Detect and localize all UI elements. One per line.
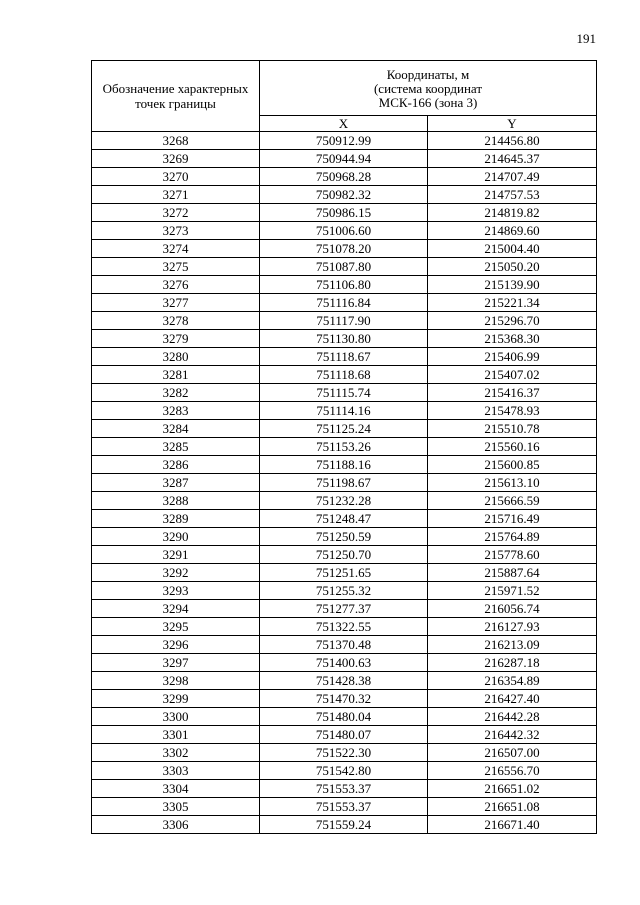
x-cell: 751251.65 bbox=[260, 564, 428, 582]
y-cell: 216427.40 bbox=[428, 690, 597, 708]
y-cell: 215050.20 bbox=[428, 258, 597, 276]
point-cell: 3282 bbox=[92, 384, 260, 402]
point-cell: 3290 bbox=[92, 528, 260, 546]
y-cell: 215416.37 bbox=[428, 384, 597, 402]
y-cell: 216287.18 bbox=[428, 654, 597, 672]
x-cell: 751277.37 bbox=[260, 600, 428, 618]
point-cell: 3277 bbox=[92, 294, 260, 312]
point-cell: 3280 bbox=[92, 348, 260, 366]
x-cell: 751118.68 bbox=[260, 366, 428, 384]
table-row bbox=[92, 798, 597, 816]
table-row bbox=[92, 654, 597, 672]
y-cell: 215666.59 bbox=[428, 492, 597, 510]
table-row bbox=[92, 276, 597, 294]
table-row bbox=[92, 132, 597, 150]
table-row bbox=[92, 366, 597, 384]
table-row bbox=[92, 600, 597, 618]
y-cell: 216671.40 bbox=[428, 816, 597, 834]
y-cell: 214819.82 bbox=[428, 204, 597, 222]
point-cell: 3283 bbox=[92, 402, 260, 420]
table-row bbox=[92, 492, 597, 510]
table-row bbox=[92, 564, 597, 582]
x-cell: 751542.80 bbox=[260, 762, 428, 780]
table-row bbox=[92, 528, 597, 546]
x-cell: 751117.90 bbox=[260, 312, 428, 330]
x-cell: 751522.30 bbox=[260, 744, 428, 762]
point-designation-header: Обозначение характерных точек границы bbox=[92, 61, 260, 132]
x-cell: 751250.70 bbox=[260, 546, 428, 564]
y-cell: 215296.70 bbox=[428, 312, 597, 330]
point-cell: 3292 bbox=[92, 564, 260, 582]
point-cell: 3294 bbox=[92, 600, 260, 618]
x-cell: 751115.74 bbox=[260, 384, 428, 402]
table-row bbox=[92, 582, 597, 600]
x-cell: 751188.16 bbox=[260, 456, 428, 474]
y-cell: 215764.89 bbox=[428, 528, 597, 546]
table-row bbox=[92, 708, 597, 726]
point-cell: 3301 bbox=[92, 726, 260, 744]
table-row bbox=[92, 294, 597, 312]
point-cell: 3271 bbox=[92, 186, 260, 204]
x-cell: 751006.60 bbox=[260, 222, 428, 240]
x-cell: 751116.84 bbox=[260, 294, 428, 312]
coordinates-header-line2: (система координат bbox=[373, 80, 483, 96]
table-row bbox=[92, 510, 597, 528]
table-row bbox=[92, 474, 597, 492]
table-row bbox=[92, 438, 597, 456]
point-cell: 3296 bbox=[92, 636, 260, 654]
point-cell: 3272 bbox=[92, 204, 260, 222]
point-cell: 3293 bbox=[92, 582, 260, 600]
y-cell: 214456.80 bbox=[428, 132, 597, 150]
x-cell: 751400.63 bbox=[260, 654, 428, 672]
x-cell: 751078.20 bbox=[260, 240, 428, 258]
coordinates-header-line1: Координаты, м bbox=[386, 66, 470, 82]
y-cell: 215221.34 bbox=[428, 294, 597, 312]
x-cell: 751470.32 bbox=[260, 690, 428, 708]
point-cell: 3281 bbox=[92, 366, 260, 384]
point-cell: 3289 bbox=[92, 510, 260, 528]
point-cell: 3298 bbox=[92, 672, 260, 690]
x-cell: 751087.80 bbox=[260, 258, 428, 276]
x-cell: 751559.24 bbox=[260, 816, 428, 834]
y-cell: 215407.02 bbox=[428, 366, 597, 384]
x-cell: 751553.37 bbox=[260, 798, 428, 816]
point-cell: 3284 bbox=[92, 420, 260, 438]
point-cell: 3300 bbox=[92, 708, 260, 726]
table-row bbox=[92, 258, 597, 276]
y-cell: 215716.49 bbox=[428, 510, 597, 528]
x-cell: 751153.26 bbox=[260, 438, 428, 456]
x-cell: 751130.80 bbox=[260, 330, 428, 348]
table-body bbox=[92, 132, 597, 834]
y-cell: 216442.28 bbox=[428, 708, 597, 726]
point-cell: 3269 bbox=[92, 150, 260, 168]
x-cell: 751118.67 bbox=[260, 348, 428, 366]
y-cell: 215887.64 bbox=[428, 564, 597, 582]
point-cell: 3288 bbox=[92, 492, 260, 510]
table-row bbox=[92, 762, 597, 780]
y-column-header: Y bbox=[428, 116, 597, 132]
y-cell: 216442.32 bbox=[428, 726, 597, 744]
y-cell: 215004.40 bbox=[428, 240, 597, 258]
point-cell: 3270 bbox=[92, 168, 260, 186]
x-cell: 751480.04 bbox=[260, 708, 428, 726]
table-row bbox=[92, 168, 597, 186]
table-row bbox=[92, 672, 597, 690]
y-cell: 215613.10 bbox=[428, 474, 597, 492]
point-cell: 3295 bbox=[92, 618, 260, 636]
y-cell: 216651.02 bbox=[428, 780, 597, 798]
y-cell: 215778.60 bbox=[428, 546, 597, 564]
point-cell: 3279 bbox=[92, 330, 260, 348]
table-row bbox=[92, 744, 597, 762]
x-cell: 751322.55 bbox=[260, 618, 428, 636]
x-cell: 751370.48 bbox=[260, 636, 428, 654]
y-cell: 214869.60 bbox=[428, 222, 597, 240]
table-row bbox=[92, 330, 597, 348]
table-row bbox=[92, 816, 597, 834]
table-row bbox=[92, 240, 597, 258]
x-cell: 751428.38 bbox=[260, 672, 428, 690]
y-cell: 214757.53 bbox=[428, 186, 597, 204]
point-cell: 3278 bbox=[92, 312, 260, 330]
page-number: 191 bbox=[576, 31, 596, 46]
point-cell: 3303 bbox=[92, 762, 260, 780]
x-cell: 751255.32 bbox=[260, 582, 428, 600]
table-row bbox=[92, 618, 597, 636]
y-cell: 216507.00 bbox=[428, 744, 597, 762]
point-cell: 3287 bbox=[92, 474, 260, 492]
table-row bbox=[92, 690, 597, 708]
y-cell: 215971.52 bbox=[428, 582, 597, 600]
table-row bbox=[92, 456, 597, 474]
point-cell: 3297 bbox=[92, 654, 260, 672]
table-row bbox=[92, 780, 597, 798]
table-row bbox=[92, 204, 597, 222]
y-cell: 216056.74 bbox=[428, 600, 597, 618]
y-cell: 216213.09 bbox=[428, 636, 597, 654]
table-row bbox=[92, 636, 597, 654]
point-cell: 3285 bbox=[92, 438, 260, 456]
point-cell: 3306 bbox=[92, 816, 260, 834]
point-cell: 3273 bbox=[92, 222, 260, 240]
x-cell: 751114.16 bbox=[260, 402, 428, 420]
table-row bbox=[92, 186, 597, 204]
x-cell: 750982.32 bbox=[260, 186, 428, 204]
coordinates-table bbox=[91, 60, 597, 834]
x-cell: 751232.28 bbox=[260, 492, 428, 510]
coordinates-header-line3: МСК-166 (зона 3) bbox=[378, 94, 478, 110]
point-cell: 3299 bbox=[92, 690, 260, 708]
x-cell: 751248.47 bbox=[260, 510, 428, 528]
y-cell: 215560.16 bbox=[428, 438, 597, 456]
x-cell: 750912.99 bbox=[260, 132, 428, 150]
y-cell: 215368.30 bbox=[428, 330, 597, 348]
x-cell: 751553.37 bbox=[260, 780, 428, 798]
x-cell: 750968.28 bbox=[260, 168, 428, 186]
table-row bbox=[92, 384, 597, 402]
x-cell: 751480.07 bbox=[260, 726, 428, 744]
table-row bbox=[92, 348, 597, 366]
table-row bbox=[92, 150, 597, 168]
y-cell: 215510.78 bbox=[428, 420, 597, 438]
x-column-header: X bbox=[260, 116, 428, 132]
y-cell: 215600.85 bbox=[428, 456, 597, 474]
y-cell: 215139.90 bbox=[428, 276, 597, 294]
y-cell: 216354.89 bbox=[428, 672, 597, 690]
y-cell: 214707.49 bbox=[428, 168, 597, 186]
table-row bbox=[92, 312, 597, 330]
point-cell: 3268 bbox=[92, 132, 260, 150]
x-cell: 750944.94 bbox=[260, 150, 428, 168]
point-cell: 3274 bbox=[92, 240, 260, 258]
x-cell: 751198.67 bbox=[260, 474, 428, 492]
y-cell: 216651.08 bbox=[428, 798, 597, 816]
table-row bbox=[92, 420, 597, 438]
point-cell: 3275 bbox=[92, 258, 260, 276]
y-cell: 214645.37 bbox=[428, 150, 597, 168]
y-cell: 215406.99 bbox=[428, 348, 597, 366]
x-cell: 751106.80 bbox=[260, 276, 428, 294]
point-cell: 3276 bbox=[92, 276, 260, 294]
table-row bbox=[92, 222, 597, 240]
x-cell: 751250.59 bbox=[260, 528, 428, 546]
y-cell: 216556.70 bbox=[428, 762, 597, 780]
x-cell: 750986.15 bbox=[260, 204, 428, 222]
point-cell: 3291 bbox=[92, 546, 260, 564]
table-row bbox=[92, 546, 597, 564]
coordinates-header bbox=[260, 61, 597, 116]
table-row bbox=[92, 726, 597, 744]
point-cell: 3286 bbox=[92, 456, 260, 474]
point-cell: 3305 bbox=[92, 798, 260, 816]
point-cell: 3304 bbox=[92, 780, 260, 798]
y-cell: 216127.93 bbox=[428, 618, 597, 636]
y-cell: 215478.93 bbox=[428, 402, 597, 420]
table-row bbox=[92, 402, 597, 420]
x-cell: 751125.24 bbox=[260, 420, 428, 438]
point-cell: 3302 bbox=[92, 744, 260, 762]
